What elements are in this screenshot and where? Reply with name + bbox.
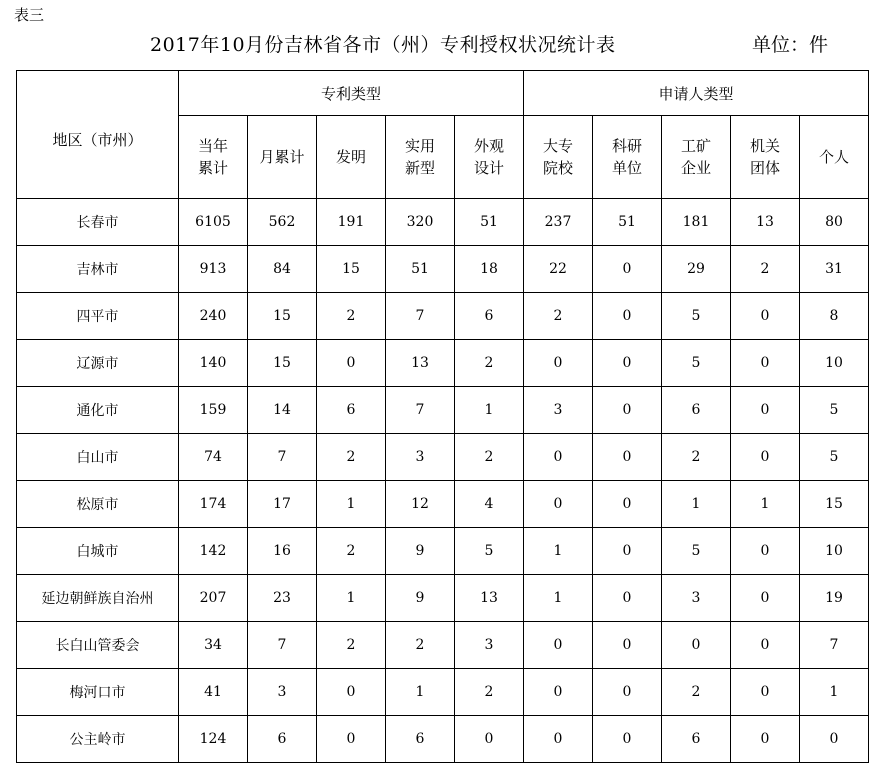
value-cell: 2 bbox=[455, 434, 524, 481]
value-cell: 1 bbox=[524, 528, 593, 575]
value-cell: 9 bbox=[386, 528, 455, 575]
value-cell: 159 bbox=[179, 387, 248, 434]
value-cell: 0 bbox=[317, 340, 386, 387]
value-cell: 0 bbox=[731, 434, 800, 481]
value-cell: 18 bbox=[455, 246, 524, 293]
page-title: 2017年10月份吉林省各市（州）专利授权状况统计表 bbox=[150, 34, 616, 56]
value-cell: 29 bbox=[662, 246, 731, 293]
value-cell: 562 bbox=[248, 199, 317, 246]
value-cell: 74 bbox=[179, 434, 248, 481]
value-cell: 2 bbox=[662, 669, 731, 716]
column-header-line: 院校 bbox=[542, 159, 573, 177]
table-row bbox=[17, 246, 869, 293]
region-cell: 梅河口市 bbox=[17, 669, 179, 716]
value-cell: 0 bbox=[800, 716, 869, 763]
column-header-line: 单位 bbox=[611, 159, 642, 177]
column-header-line: 科研 bbox=[611, 137, 642, 155]
value-cell: 3 bbox=[455, 622, 524, 669]
applicant-type-header: 申请人类型 bbox=[524, 71, 869, 116]
region-cell: 通化市 bbox=[17, 387, 179, 434]
value-cell: 6 bbox=[662, 387, 731, 434]
value-cell: 181 bbox=[662, 199, 731, 246]
value-cell: 22 bbox=[524, 246, 593, 293]
value-cell: 142 bbox=[179, 528, 248, 575]
value-cell: 1 bbox=[317, 481, 386, 528]
value-cell: 3 bbox=[248, 669, 317, 716]
value-cell: 0 bbox=[524, 669, 593, 716]
table-row bbox=[17, 716, 869, 763]
value-cell: 0 bbox=[731, 622, 800, 669]
value-cell: 0 bbox=[317, 716, 386, 763]
value-cell: 0 bbox=[593, 387, 662, 434]
value-cell: 5 bbox=[662, 340, 731, 387]
stats-table bbox=[16, 70, 869, 763]
value-cell: 0 bbox=[524, 434, 593, 481]
value-cell: 41 bbox=[179, 669, 248, 716]
value-cell: 0 bbox=[524, 481, 593, 528]
unit-label: 单位：件 bbox=[752, 34, 829, 56]
value-cell: 2 bbox=[317, 622, 386, 669]
value-cell: 7 bbox=[800, 622, 869, 669]
value-cell: 12 bbox=[386, 481, 455, 528]
value-cell: 5 bbox=[800, 434, 869, 481]
value-cell: 320 bbox=[386, 199, 455, 246]
value-cell: 5 bbox=[662, 293, 731, 340]
table-row bbox=[17, 481, 869, 528]
column-header bbox=[662, 116, 731, 199]
column-header-line: 大专 bbox=[542, 137, 573, 155]
column-header-line: 工矿 bbox=[680, 137, 711, 155]
value-cell: 51 bbox=[593, 199, 662, 246]
value-cell: 84 bbox=[248, 246, 317, 293]
value-cell: 2 bbox=[317, 434, 386, 481]
region-cell: 四平市 bbox=[17, 293, 179, 340]
value-cell: 6 bbox=[386, 716, 455, 763]
value-cell: 1 bbox=[524, 575, 593, 622]
value-cell: 174 bbox=[179, 481, 248, 528]
region-cell: 长白山管委会 bbox=[17, 622, 179, 669]
value-cell: 5 bbox=[800, 387, 869, 434]
table-row bbox=[17, 528, 869, 575]
value-cell: 10 bbox=[800, 528, 869, 575]
column-header-line: 发明 bbox=[335, 148, 366, 166]
value-cell: 2 bbox=[317, 293, 386, 340]
value-cell: 5 bbox=[662, 528, 731, 575]
value-cell: 0 bbox=[731, 528, 800, 575]
value-cell: 15 bbox=[317, 246, 386, 293]
value-cell: 0 bbox=[524, 716, 593, 763]
value-cell: 0 bbox=[731, 575, 800, 622]
table-row bbox=[17, 199, 869, 246]
value-cell: 3 bbox=[386, 434, 455, 481]
value-cell: 1 bbox=[800, 669, 869, 716]
table-row bbox=[17, 669, 869, 716]
value-cell: 0 bbox=[593, 528, 662, 575]
region-cell: 延边朝鲜族自治州 bbox=[17, 575, 179, 622]
column-header-line: 新型 bbox=[404, 159, 435, 177]
value-cell: 0 bbox=[731, 340, 800, 387]
table-row bbox=[17, 575, 869, 622]
value-cell: 240 bbox=[179, 293, 248, 340]
column-header-line: 累计 bbox=[197, 159, 228, 177]
value-cell: 124 bbox=[179, 716, 248, 763]
value-cell: 0 bbox=[455, 716, 524, 763]
value-cell: 80 bbox=[800, 199, 869, 246]
table-row bbox=[17, 293, 869, 340]
value-cell: 0 bbox=[731, 669, 800, 716]
value-cell: 51 bbox=[455, 199, 524, 246]
value-cell: 2 bbox=[524, 293, 593, 340]
value-cell: 0 bbox=[524, 622, 593, 669]
table-row bbox=[17, 622, 869, 669]
column-header-line: 外观 bbox=[473, 137, 504, 155]
table-body bbox=[17, 199, 869, 763]
value-cell: 2 bbox=[386, 622, 455, 669]
value-cell: 2 bbox=[731, 246, 800, 293]
value-cell: 0 bbox=[731, 293, 800, 340]
value-cell: 19 bbox=[800, 575, 869, 622]
column-header-line: 团体 bbox=[749, 159, 780, 177]
table-row bbox=[17, 340, 869, 387]
value-cell: 0 bbox=[731, 387, 800, 434]
region-cell: 白城市 bbox=[17, 528, 179, 575]
region-cell: 松原市 bbox=[17, 481, 179, 528]
region-cell: 吉林市 bbox=[17, 246, 179, 293]
value-cell: 2 bbox=[662, 434, 731, 481]
value-cell: 0 bbox=[593, 716, 662, 763]
value-cell: 191 bbox=[317, 199, 386, 246]
value-cell: 1 bbox=[662, 481, 731, 528]
value-cell: 7 bbox=[386, 293, 455, 340]
region-cell: 公主岭市 bbox=[17, 716, 179, 763]
value-cell: 207 bbox=[179, 575, 248, 622]
value-cell: 0 bbox=[524, 340, 593, 387]
value-cell: 15 bbox=[800, 481, 869, 528]
table-label: 表三 bbox=[14, 6, 45, 24]
patent-type-header: 专利类型 bbox=[179, 71, 524, 116]
value-cell: 7 bbox=[386, 387, 455, 434]
value-cell: 0 bbox=[593, 669, 662, 716]
value-cell: 0 bbox=[593, 481, 662, 528]
column-header-line: 个人 bbox=[818, 148, 849, 166]
value-cell: 0 bbox=[317, 669, 386, 716]
value-cell: 7 bbox=[248, 434, 317, 481]
column-header-line: 当年 bbox=[197, 137, 228, 155]
column-header bbox=[593, 116, 662, 199]
table-row bbox=[17, 387, 869, 434]
value-cell: 140 bbox=[179, 340, 248, 387]
value-cell: 9 bbox=[386, 575, 455, 622]
value-cell: 4 bbox=[455, 481, 524, 528]
value-cell: 31 bbox=[800, 246, 869, 293]
column-header-line: 企业 bbox=[680, 159, 711, 177]
value-cell: 7 bbox=[248, 622, 317, 669]
value-cell: 16 bbox=[248, 528, 317, 575]
column-header bbox=[731, 116, 800, 199]
column-header bbox=[455, 116, 524, 199]
value-cell: 2 bbox=[455, 669, 524, 716]
value-cell: 6105 bbox=[179, 199, 248, 246]
value-cell: 913 bbox=[179, 246, 248, 293]
column-header-line: 机关 bbox=[749, 137, 780, 155]
table-row bbox=[17, 434, 869, 481]
column-header bbox=[524, 116, 593, 199]
value-cell: 0 bbox=[731, 716, 800, 763]
value-cell: 10 bbox=[800, 340, 869, 387]
value-cell: 51 bbox=[386, 246, 455, 293]
column-header bbox=[179, 116, 248, 199]
value-cell: 237 bbox=[524, 199, 593, 246]
value-cell: 34 bbox=[179, 622, 248, 669]
value-cell: 14 bbox=[248, 387, 317, 434]
value-cell: 0 bbox=[593, 575, 662, 622]
region-cell: 辽源市 bbox=[17, 340, 179, 387]
value-cell: 13 bbox=[731, 199, 800, 246]
value-cell: 1 bbox=[386, 669, 455, 716]
value-cell: 0 bbox=[662, 622, 731, 669]
value-cell: 0 bbox=[593, 340, 662, 387]
value-cell: 13 bbox=[386, 340, 455, 387]
column-header-line: 设计 bbox=[473, 159, 504, 177]
column-header-line: 实用 bbox=[404, 137, 435, 155]
region-cell: 白山市 bbox=[17, 434, 179, 481]
value-cell: 17 bbox=[248, 481, 317, 528]
value-cell: 1 bbox=[731, 481, 800, 528]
column-header-line: 月累计 bbox=[259, 148, 305, 166]
value-cell: 6 bbox=[317, 387, 386, 434]
value-cell: 13 bbox=[455, 575, 524, 622]
value-cell: 3 bbox=[524, 387, 593, 434]
value-cell: 15 bbox=[248, 340, 317, 387]
value-cell: 1 bbox=[455, 387, 524, 434]
value-cell: 1 bbox=[317, 575, 386, 622]
value-cell: 0 bbox=[593, 434, 662, 481]
value-cell: 3 bbox=[662, 575, 731, 622]
value-cell: 5 bbox=[455, 528, 524, 575]
value-cell: 6 bbox=[662, 716, 731, 763]
value-cell: 6 bbox=[248, 716, 317, 763]
value-cell: 2 bbox=[317, 528, 386, 575]
value-cell: 15 bbox=[248, 293, 317, 340]
region-cell: 长春市 bbox=[17, 199, 179, 246]
value-cell: 6 bbox=[455, 293, 524, 340]
value-cell: 8 bbox=[800, 293, 869, 340]
column-header bbox=[386, 116, 455, 199]
value-cell: 0 bbox=[593, 293, 662, 340]
value-cell: 0 bbox=[593, 622, 662, 669]
value-cell: 23 bbox=[248, 575, 317, 622]
column-header bbox=[800, 116, 869, 199]
region-header: 地区（市州） bbox=[17, 71, 179, 199]
column-header bbox=[317, 116, 386, 199]
header-row-groups bbox=[17, 71, 869, 116]
column-header bbox=[248, 116, 317, 199]
value-cell: 0 bbox=[593, 246, 662, 293]
value-cell: 2 bbox=[455, 340, 524, 387]
